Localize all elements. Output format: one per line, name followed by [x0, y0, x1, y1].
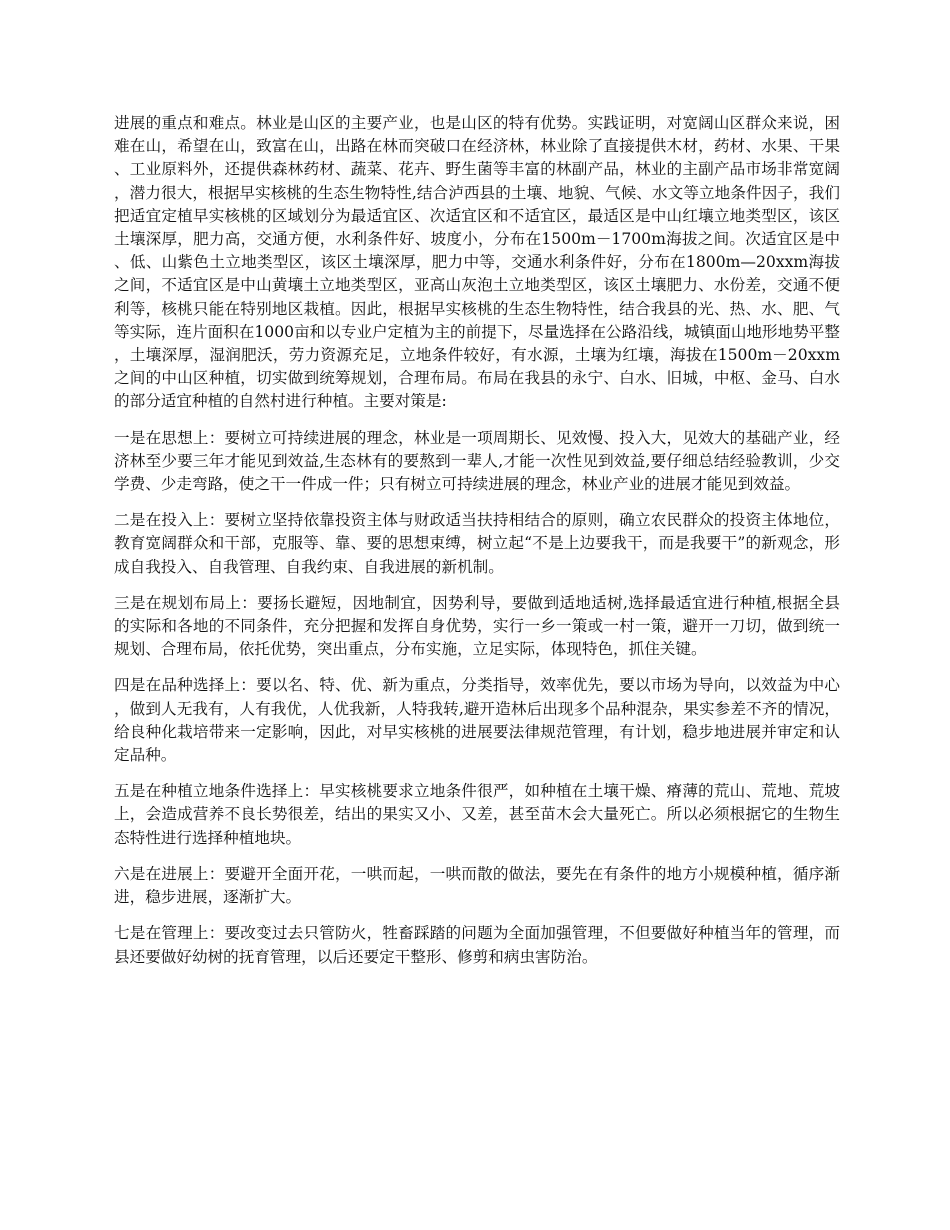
paragraph-intro: 进展的重点和难点。林业是山区的主要产业，也是山区的特有优势。实践证明，对宽阔山区群众来说，困难在山，希望在山，致富在山，出路在林而突破口在经济林，林业除了直接提供木材，药材、水果、干果、工业原料外，还提供森林药材、蔬菜、花卉、野生菌等丰富的林副产品，林业的主副产品市场非常宽阔，潜力很大，根据早实核桃的生态生物特性,结合泸西县的土壤、地貌、气候、水文等立地条件因子，我们把适宜定植早实核桃的区域划分为最适宜区、次适宜区和不适宜区，最适区是中山红壤立地类型区，该区土壤深厚，肥力高，交通方便，水利条件好、坡度小，分布在1500m－1700m海拔之间。次适宜区是中、低、山紫色土立地类型区，该区土壤深厚，肥力中等，交通水利条件好，分布在1800m—20xxm海拔之间，不适宜区是中山黄壤土立地类型区，亚高山灰泡土立地类型区，该区土壤肥力、水份差，交通不便利等，核桃只能在特别地区栽植。因此，根据早实核桃的生态生物特性，结合我县的光、热、水、肥、气等实际，连片面积在1000亩和以专业户定植为主的前提下，尽量选择在公路沿线，城镇面山地形地势平整，土壤深厚，湿润肥沃，劳力资源充足，立地条件较好，有水源，土壤为红壤，海拔在1500m－20xxm之间的中山区种植，切实做到统筹规划，合理布局。布局在我县的永宁、白水、旧城，中枢、金马、白水的部分适宜种植的自然村进行种植。主要对策是: — [114, 114, 840, 411]
paragraph-strategy-4: 四是在品种选择上：要以名、特、优、新为重点，分类指导，效率优先，要以市场为导向，以效益为中心，做到人无我有，人有我优，人优我新，人特我转,避开造林后出现多个品种混杂，果实参差不齐的情况，给良种化栽培带来一定影响，因此，对早实核桃的进展要法律规范管理，有计划，稳步地进展并审定和认定品种。 — [114, 676, 840, 765]
paragraph-strategy-7: 七是在管理上：要改变过去只管防火，牲畜踩踏的问题为全面加强管理，不但要做好种植当年的管理，而县还要做好幼树的抚育管理，以后还要定干整形、修剪和病虫害防治。 — [114, 924, 840, 966]
document-body — [114, 112, 840, 982]
paragraph-strategy-5: 五是在种植立地条件选择上：早实核桃要求立地条件很严，如种植在土壤干燥、瘠薄的荒山、荒地、荒坡上，会造成营养不良长势很差，结出的果实又小、又差，甚至苗木会大量死亡。所以必须根据它的生物生态特性进行选择种植地块。 — [114, 782, 840, 847]
paragraph-strategy-2: 二是在投入上：要树立坚持依靠投资主体与财政适当扶持相结合的原则，确立农民群众的投资主体地位，教育宽阔群众和干部，克服等、靠、要的思想束缚，树立起“不是上边要我干，而是我要干”的新观念，形成自我投入、自我管理、自我约束、自我进展的新机制。 — [114, 511, 840, 576]
paragraph-strategy-6: 六是在进展上：要避开全面开花，一哄而起，一哄而散的做法，要先在有条件的地方小规模种植，循序渐进，稳步进展，逐渐扩大。 — [114, 864, 840, 907]
paragraph-strategy-1: 一是在思想上：要树立可持续进展的理念，林业是一项周期长、见效慢、投入大，见效大的基础产业，经济林至少要三年才能见到效益,生态林有的要熬到一辈人,才能一次性见到效益,要仔细总结经验教训，少交学费、少走弯路，使之干一件成一件；只有树立可持续进展的理念，林业产业的进展才能见到效益。 — [114, 428, 840, 494]
paragraph-strategy-3: 三是在规划布局上：要扬长避短，因地制宜，因势利导，要做到适地适树,选择最适宜进行种植,根据全县的实际和各地的不同条件，充分把握和发挥自身优势，实行一乡一策或一村一策，避开一刀切，做到统一规划、合理布局，依托优势，突出重点，分布实施，立足实际，体现特色，抓住关键。 — [114, 593, 840, 659]
